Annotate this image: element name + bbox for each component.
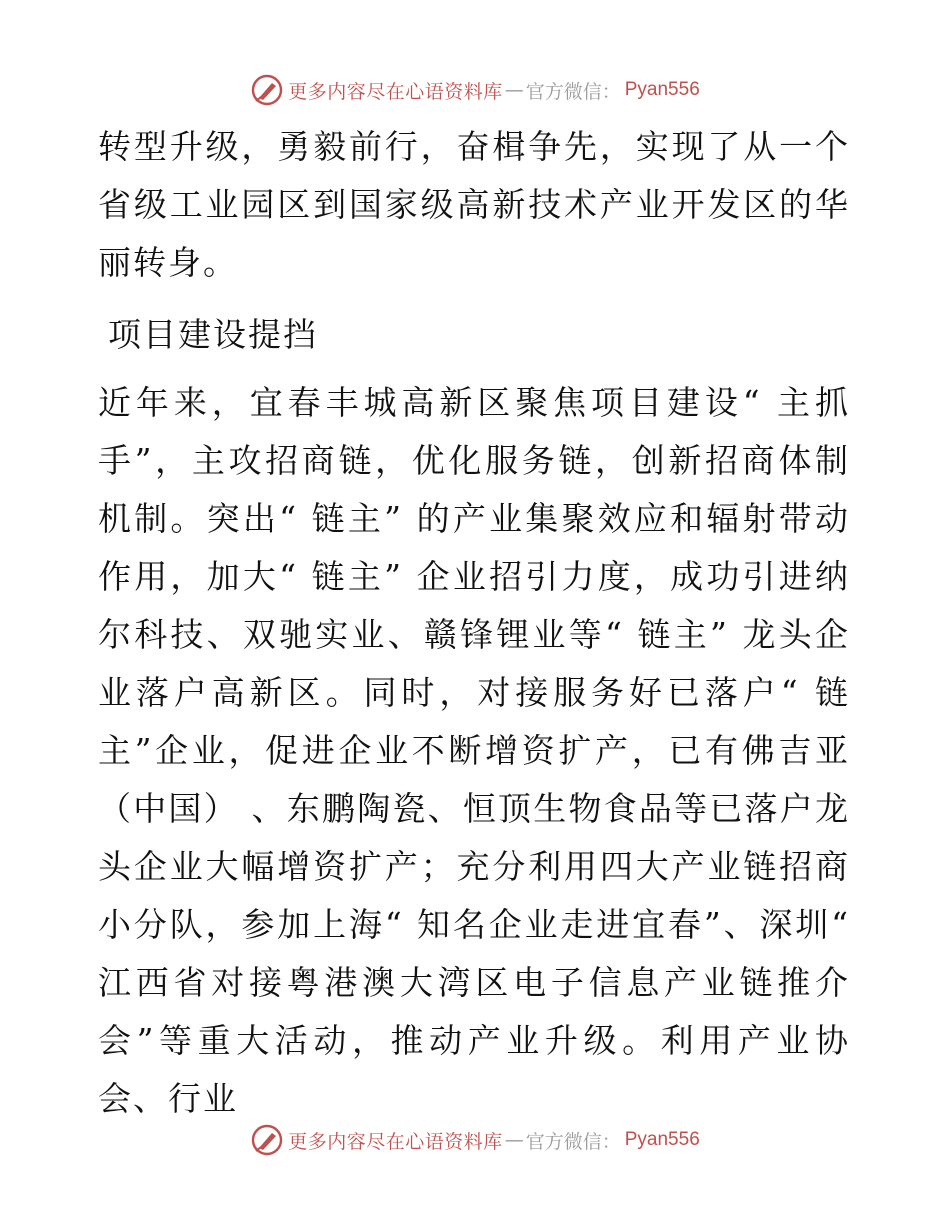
watermark-dash: — — [504, 79, 524, 101]
watermark-official-label: 官方微信： — [525, 1130, 621, 1153]
section-heading: 项目建设提挡 — [108, 315, 318, 354]
quill-logo-icon — [250, 1123, 284, 1157]
paragraph-intro: 转型升级，勇毅前行，奋楫争先，实现了从一个省级工业园区到国家级高新技术产业开发区的华丽转身。 — [98, 127, 850, 282]
watermark-dash: — — [504, 1129, 524, 1151]
quill-logo-icon — [250, 73, 284, 107]
header-watermark — [0, 70, 950, 110]
watermark-brand-text: 更多内容尽在心语资料库 — [288, 80, 503, 103]
document-body — [98, 118, 850, 1128]
footer-watermark — [0, 1120, 950, 1160]
watermark-wechat-id: Pyan556 — [624, 79, 700, 100]
watermark-wechat-id: Pyan556 — [624, 1129, 700, 1150]
watermark-official-label: 官方微信： — [525, 80, 621, 103]
watermark-brand-text: 更多内容尽在心语资料库 — [288, 1130, 503, 1153]
paragraph-project: 近年来，宜春丰城高新区聚焦项目建设“ 主抓手”，主攻招商链，优化服务链，创新招商体制机制。突出“ 链主” 的产业集聚效应和辐射带动作用，加大“ 链主” 企业招引力度，成功引进纳尔科技、双驰实业、赣锋锂业等“ 链主” 龙头企业落户高新区。同时，对接服务好已落户“ 链主”企业，促进企业不断增资扩产，已有佛吉亚（中国） 、东鹏陶瓷、恒顶生物食品等已落户龙头企业大幅增资扩产；充分利用四大产业链招商小分队，参加上海“ 知名企业走进宜春”、深圳“ 江西省对接粤港澳大湾区电子信息产业链推介会”等重大活动，推动产业升级。利用产业协会、行业 — [98, 383, 850, 1118]
